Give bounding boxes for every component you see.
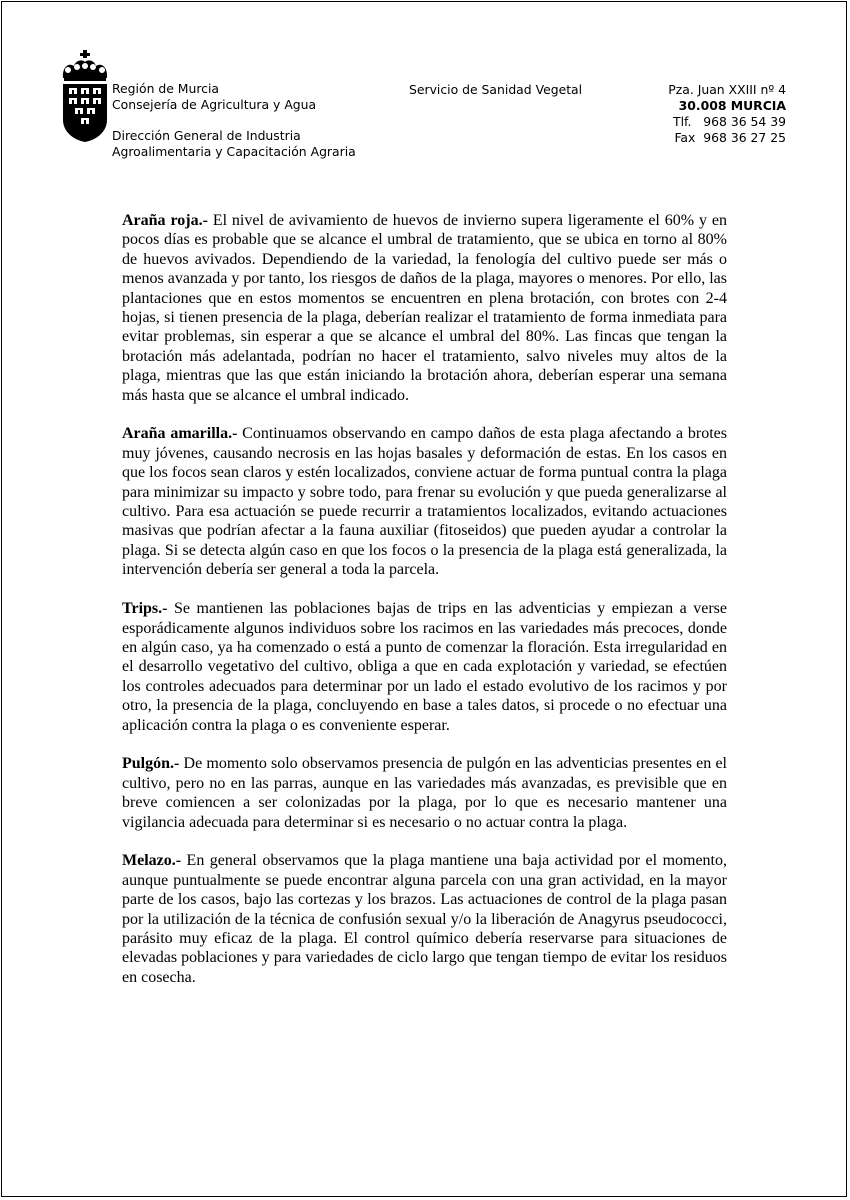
address-street: Pza. Juan XXIII nº 4: [668, 82, 786, 97]
directorate-line-1: Dirección General de Industria: [112, 128, 301, 143]
document-body: [122, 211, 727, 1007]
paragraph-text: De momento solo observamos presencia de pulgón en las adventicias presentes en el cultivo, pero no en las parras, aunque en las variedades más avanzadas, es previsible que en breve comiencen a ser colonizadas por la plaga, por lo que es necesario mantener una vigilancia adecuada para determinar si es necesario o no actuar contra la plaga.: [122, 755, 727, 831]
paragraph-trips: [122, 599, 727, 735]
paragraph-melazo: [122, 851, 727, 987]
paragraph-arana-amarilla: [122, 424, 727, 579]
address-phone: Tlf. 968 36 54 39: [673, 114, 786, 129]
address-block: [668, 82, 786, 146]
paragraph-text: Continuamos observando en campo daños de esta plaga afectando a brotes muy jóvenes, causando necrosis en las hojas basales y deformación de estas. En los casos en que los focos sean claros y estén localizados, conviene actuar de forma puntual contra la plaga para minimizar su impacto y sobre todo, para frenar su evolución y que pueda generalizarse al cultivo. Para esa actuación se puede recurrir a tratamientos localizados, evitando actuaciones masivas que podrían afectar a la fauna auxiliar (fitoseidos) que pueden ayudar a controlar la plaga. Si se detecta algún caso en que los focos o la presencia de la plaga está generalizada, la intervención debería ser general a toda la parcela.: [122, 425, 727, 579]
organization-block: [112, 81, 316, 113]
paragraph-term: Trips.-: [122, 600, 168, 618]
paragraph-arana-roja: [122, 211, 727, 405]
paragraph-text: El nivel de avivamiento de huevos de invierno supera ligeramente el 60% y en pocos días es probable que se alcance el umbral de tratamiento, que se ubica en torno al 80% de huevos avivados. Dependiendo de la variedad, la fenología del cultivo puede ser más o menos avanzada y por tanto, los riesgos de daños de la plaga, mayores o menores. Por ello, las plantaciones que en estos momentos se encuentren en plena brotación, con brotes con 2-4 hojas, si tienen presencia de la plaga, deberían realizar el tratamiento de forma inmediata para evitar problemas, sin esperar a que se alcance el umbral del 80%. Las fincas que tengan la brotación más adelantada, podrían no hacer el tratamiento, salvo niveles muy altos de la plaga, mientras que las que están iniciando la brotación ahora, deberían esperar una semana más hasta que se alcance el umbral indicado.: [122, 212, 727, 404]
paragraph-term: Araña roja.-: [122, 212, 208, 229]
directorate-block: [112, 128, 356, 160]
service-name: Servicio de Sanidad Vegetal: [409, 82, 583, 97]
paragraph-term: Melazo.-: [122, 852, 182, 870]
paragraph-pulgon: [122, 754, 727, 832]
directorate-line-2: Agroalimentaria y Capacitación Agraria: [112, 144, 356, 159]
region-de-murcia-coat-of-arms-icon: [60, 50, 110, 142]
paragraph-text: En general observamos que la plaga mantiene una baja actividad por el momento, aunque puntualmente se puede encontrar alguna parcela con una gran actividad, en la mayor parte de los casos, bajo las cortezas y los brazos. Las actuaciones de control de la plaga pasan por la utilización de la técnica de confusión sexual y/o la liberación de Anagyrus pseudococci, parásito muy eficaz de la plaga. El control químico debería reservarse para situaciones de elevadas poblaciones y para variedades de ciclo largo que tengan tiempo de evitar los residuos en cosecha.: [122, 852, 727, 986]
address-city: 30.008 MURCIA: [678, 98, 786, 113]
ministry-name: Consejería de Agricultura y Agua: [112, 97, 317, 112]
region-name: Región de Murcia: [112, 81, 219, 96]
paragraph-term: Pulgón.-: [122, 755, 180, 773]
paragraph-text: Se mantienen las poblaciones bajas de trips en las adventicias y empiezan a verse esporádicamente algunos individuos sobre los racimos en las variedades más precoces, donde en algún caso, ya ha comenzado o está a punto de comenzar la floración. Esta irregularidad en el desarrollo vegetativo del cultivo, obliga a que en cada explotación y variedad, se efectúen los controles adecuados para determinar por un lado el estado evolutivo de los racimos y por otro, la presencia de la plaga, concluyendo en base a tales datos, si procede o no efectuar una aplicación contra la plaga o es conveniente esperar.: [122, 600, 727, 734]
address-fax: Fax 968 36 27 25: [674, 130, 786, 145]
paragraph-term: Araña amarilla.-: [122, 425, 238, 443]
